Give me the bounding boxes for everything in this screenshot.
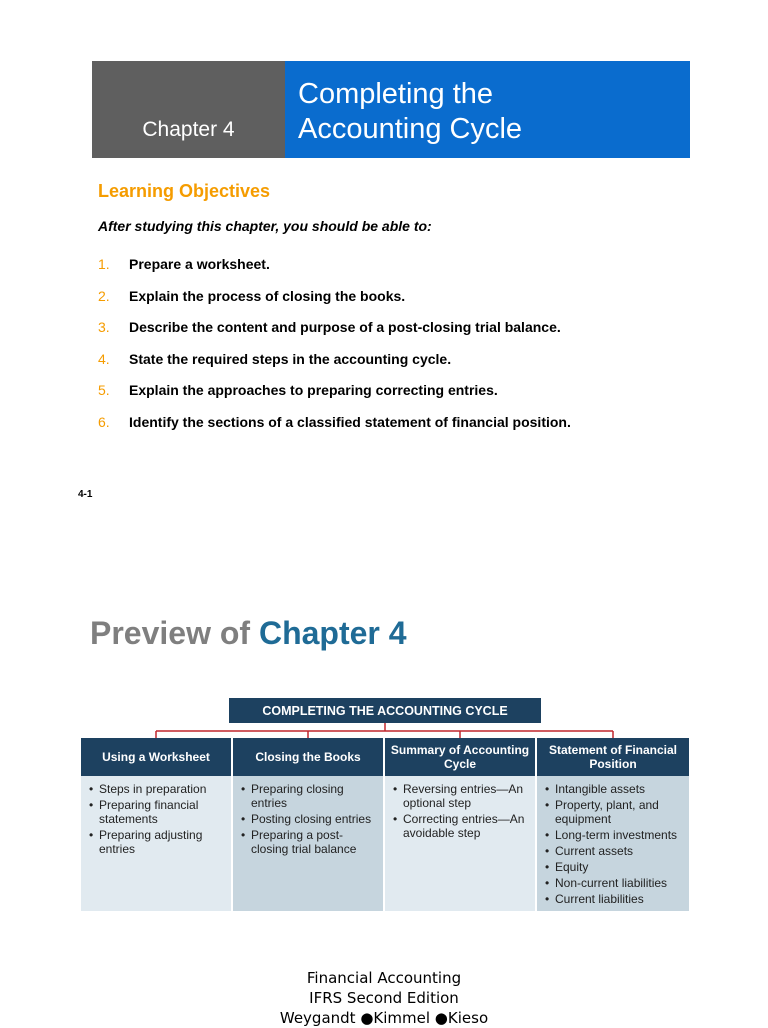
book-citation [0, 968, 768, 1028]
slide-page-number: 4-1 [78, 489, 93, 500]
objective-number: 5. [98, 382, 110, 399]
bullet-item: • Reversing entries—An optional step [393, 782, 524, 810]
bullet-item: • Preparing closing entries [241, 782, 344, 810]
objective-number: 6. [98, 413, 110, 430]
objective-text: Identify the sections of a classified statement of financial position. [129, 413, 571, 430]
preview-title-prefix: Preview of [90, 615, 259, 651]
chapter-label: Chapter 4 [142, 118, 235, 141]
learning-objectives-intro: After studying this chapter, you should be able to: [98, 218, 432, 234]
bullet-item: • Intangible assets [545, 782, 646, 796]
column-header-worksheet: Using a Worksheet [81, 738, 231, 776]
bullet-item: • Equity [545, 860, 589, 874]
bullet-item: • Current assets [545, 844, 634, 858]
column-header-financial-position: Statement of Financial Position [537, 738, 689, 776]
bullet-item: • Long-term investments [545, 828, 678, 842]
bullet-item: • Preparing a post-closing trial balance [241, 828, 357, 856]
bullet-item: • Current liabilities [545, 892, 644, 906]
bullet-item: • Preparing adjusting entries [89, 828, 203, 856]
column-header-closing: Closing the Books [233, 738, 383, 776]
bullet-item: • Preparing financial statements [89, 798, 199, 826]
chapter-title-line1: Completing the [298, 78, 494, 110]
column-body-worksheet [81, 776, 231, 911]
objective-number: 3. [98, 319, 110, 336]
book-edition: IFRS Second Edition [309, 989, 459, 1007]
column-body-financial-position [537, 776, 689, 911]
chapter-title-line2: Accounting Cycle [298, 113, 523, 145]
objective-text: Prepare a worksheet. [129, 256, 270, 272]
objective-text: Describe the content and purpose of a post-closing trial balance. [129, 319, 561, 336]
book-title: Financial Accounting [306, 969, 462, 987]
bullet-item: • Non-current liabilities [545, 876, 668, 890]
chart-root-box: COMPLETING THE ACCOUNTING CYCLE [229, 698, 541, 723]
bullet-item: • Correcting entries—An avoidable step [393, 812, 525, 840]
bullet-item: • Steps in preparation [89, 782, 207, 796]
preview-title-accent: Chapter 4 [258, 615, 407, 651]
objective-text: Explain the process of closing the books. [129, 287, 406, 304]
objective-text: Explain the approaches to preparing correcting entries. [129, 382, 498, 399]
column-body-closing [233, 776, 383, 911]
objective-number: 4. [98, 350, 110, 367]
bullet-item: • Posting closing entries [241, 812, 372, 826]
column-body-summary [385, 776, 535, 911]
objective-number: 1. [98, 256, 110, 272]
column-header-summary: Summary of Accounting Cycle [385, 738, 535, 776]
objective-text: State the required steps in the accounting cycle. [129, 350, 452, 367]
objective-number: 2. [98, 287, 110, 304]
bullet-item: • Property, plant, and equipment [545, 798, 659, 826]
book-authors: Weygandt ●Kimmel ●Kieso [279, 1009, 489, 1027]
learning-objectives-heading: Learning Objectives [98, 181, 271, 201]
